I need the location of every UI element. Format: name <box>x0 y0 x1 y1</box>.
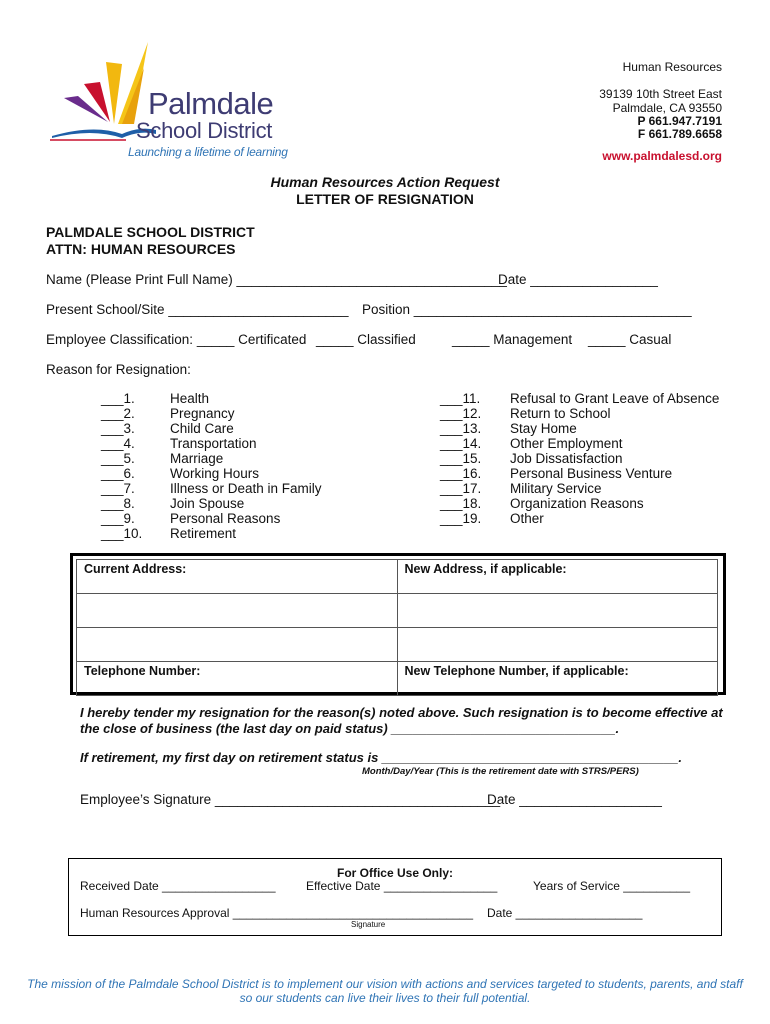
declaration-line1: I hereby tender my resignation for the reason(s) noted above. Such resignation is to become effective at <box>80 705 723 720</box>
form-subtitle: LETTER OF RESIGNATION <box>296 191 474 207</box>
employee-signature-field[interactable]: Employee’s Signature ______________________________________ <box>80 792 501 807</box>
reasons-right-labels <box>510 391 719 526</box>
reason-label: Organization Reasons <box>510 496 644 511</box>
reason-label: Return to School <box>510 406 611 421</box>
classification-certificated[interactable]: Employee Classification: _____ Certificated <box>46 332 307 347</box>
hr-signature-note: Signature <box>351 920 386 929</box>
office-use-heading: For Office Use Only: <box>336 866 454 880</box>
recipient-line2: ATTN: HUMAN RESOURCES <box>46 241 236 257</box>
reason-number[interactable]: ___17. <box>440 481 482 496</box>
reason-number[interactable]: ___7. <box>101 481 135 496</box>
reason-label: Child Care <box>170 421 234 436</box>
reason-label: Reason for Resignation: <box>46 362 191 377</box>
reason-number[interactable]: ___11. <box>440 391 481 406</box>
reason-label: Health <box>170 391 210 406</box>
new-address-line2[interactable] <box>397 628 718 662</box>
reason-label: Personal Reasons <box>170 511 281 526</box>
classification-classified[interactable]: _____ Classified <box>316 332 416 347</box>
current-address-line2[interactable] <box>77 628 398 662</box>
header-phone: P 661.947.7191 <box>637 114 722 128</box>
reason-label: Join Spouse <box>170 496 245 511</box>
reason-label: Stay Home <box>510 421 577 436</box>
hr-approval-field[interactable]: Human Resources Approval ____________________________________ <box>80 906 473 920</box>
reason-number[interactable]: ___13. <box>440 421 482 436</box>
retirement-date-note: Month/Day/Year (This is the retirement date with STRS/PERS) <box>362 766 639 777</box>
reason-label: Other Employment <box>510 436 623 451</box>
reasons-left-labels <box>170 391 322 541</box>
reason-label: Illness or Death in Family <box>170 481 322 496</box>
header-address2: Palmdale, CA 93550 <box>612 101 722 115</box>
reason-number[interactable]: ___18. <box>440 496 482 511</box>
reason-number[interactable]: ___2. <box>101 406 135 421</box>
reason-label: Refusal to Grant Leave of Absence <box>510 391 720 406</box>
reason-number[interactable]: ___3. <box>101 421 135 436</box>
reason-number[interactable]: ___4. <box>101 436 135 451</box>
school-field[interactable]: Present School/Site ________________________ <box>46 302 349 317</box>
telephone-label[interactable]: Telephone Number: <box>77 662 398 696</box>
date-field[interactable]: Date _________________ <box>498 272 658 287</box>
declaration-line2[interactable]: the close of business (the last day on paid status) _______________________________. <box>80 721 620 736</box>
address-box <box>70 553 726 695</box>
reason-label: Transportation <box>170 436 257 451</box>
reason-label: Retirement <box>170 526 237 541</box>
address-table <box>76 559 718 696</box>
reason-label: Pregnancy <box>170 406 235 421</box>
mission-line2: so our students can live their lives to their full potential. <box>239 991 531 1005</box>
header-department: Human Resources <box>622 60 722 74</box>
reason-number[interactable]: ___14. <box>440 436 482 451</box>
retirement-date-field[interactable]: If retirement, my first day on retirement status is _________________________________________. <box>80 750 683 765</box>
current-address-label: Current Address: <box>77 560 398 594</box>
mission-statement <box>0 977 770 1005</box>
name-field[interactable]: Name (Please Print Full Name) ____________________________________ <box>46 272 507 287</box>
recipient-line1: PALMDALE SCHOOL DISTRICT <box>46 224 255 240</box>
current-address-line1[interactable] <box>77 594 398 628</box>
reason-number[interactable]: ___15. <box>440 451 482 466</box>
classification-casual[interactable]: _____ Casual <box>588 332 672 347</box>
hr-approval-date-field[interactable]: Date ___________________ <box>487 906 643 920</box>
header-fax: F 661.789.6658 <box>637 127 722 141</box>
reason-number[interactable]: ___1. <box>101 391 135 406</box>
new-address-label: New Address, if applicable: <box>397 560 718 594</box>
reason-label: Job Dissatisfaction <box>510 451 623 466</box>
reason-label: Marriage <box>170 451 224 466</box>
reasons-left-numbers <box>101 391 142 541</box>
header-address1: 39139 10th Street East <box>599 87 722 101</box>
new-telephone-label[interactable]: New Telephone Number, if applicable: <box>397 662 718 696</box>
mission-line1: The mission of the Palmdale School District is to implement our vision with actions and services targeted to students, parents, and staff <box>27 977 743 991</box>
classification-management[interactable]: _____ Management <box>452 332 573 347</box>
form-title: Human Resources Action Request <box>270 174 500 190</box>
reason-number[interactable]: ___6. <box>101 466 135 481</box>
logo-name-line1: Palmdale <box>148 86 274 121</box>
new-address-line1[interactable] <box>397 594 718 628</box>
position-field[interactable]: Position _____________________________________ <box>362 302 692 317</box>
reason-number[interactable]: ___10. <box>101 526 143 541</box>
reason-number[interactable]: ___12. <box>440 406 482 421</box>
reason-label: Personal Business Venture <box>510 466 673 481</box>
reason-number[interactable]: ___16. <box>440 466 482 481</box>
signature-date-field[interactable]: Date ___________________ <box>487 792 662 807</box>
reasons-right-numbers <box>440 391 481 526</box>
effective-date-field[interactable]: Effective Date _________________ <box>306 879 498 893</box>
reason-label: Other <box>510 511 544 526</box>
reason-number[interactable]: ___5. <box>101 451 135 466</box>
reason-number[interactable]: ___9. <box>101 511 135 526</box>
logo-name-line2: School District <box>136 118 273 143</box>
reason-label: Military Service <box>510 481 602 496</box>
reason-label: Working Hours <box>170 466 260 481</box>
header-website-link[interactable]: www.palmdalesd.org <box>602 149 722 163</box>
reason-number[interactable]: ___19. <box>440 511 482 526</box>
logo-tagline: Launching a lifetime of learning <box>128 145 288 159</box>
reason-number[interactable]: ___8. <box>101 496 135 511</box>
received-date-field[interactable]: Received Date _________________ <box>80 879 276 893</box>
years-of-service-field[interactable]: Years of Service __________ <box>533 879 691 893</box>
office-use-box <box>68 858 722 936</box>
